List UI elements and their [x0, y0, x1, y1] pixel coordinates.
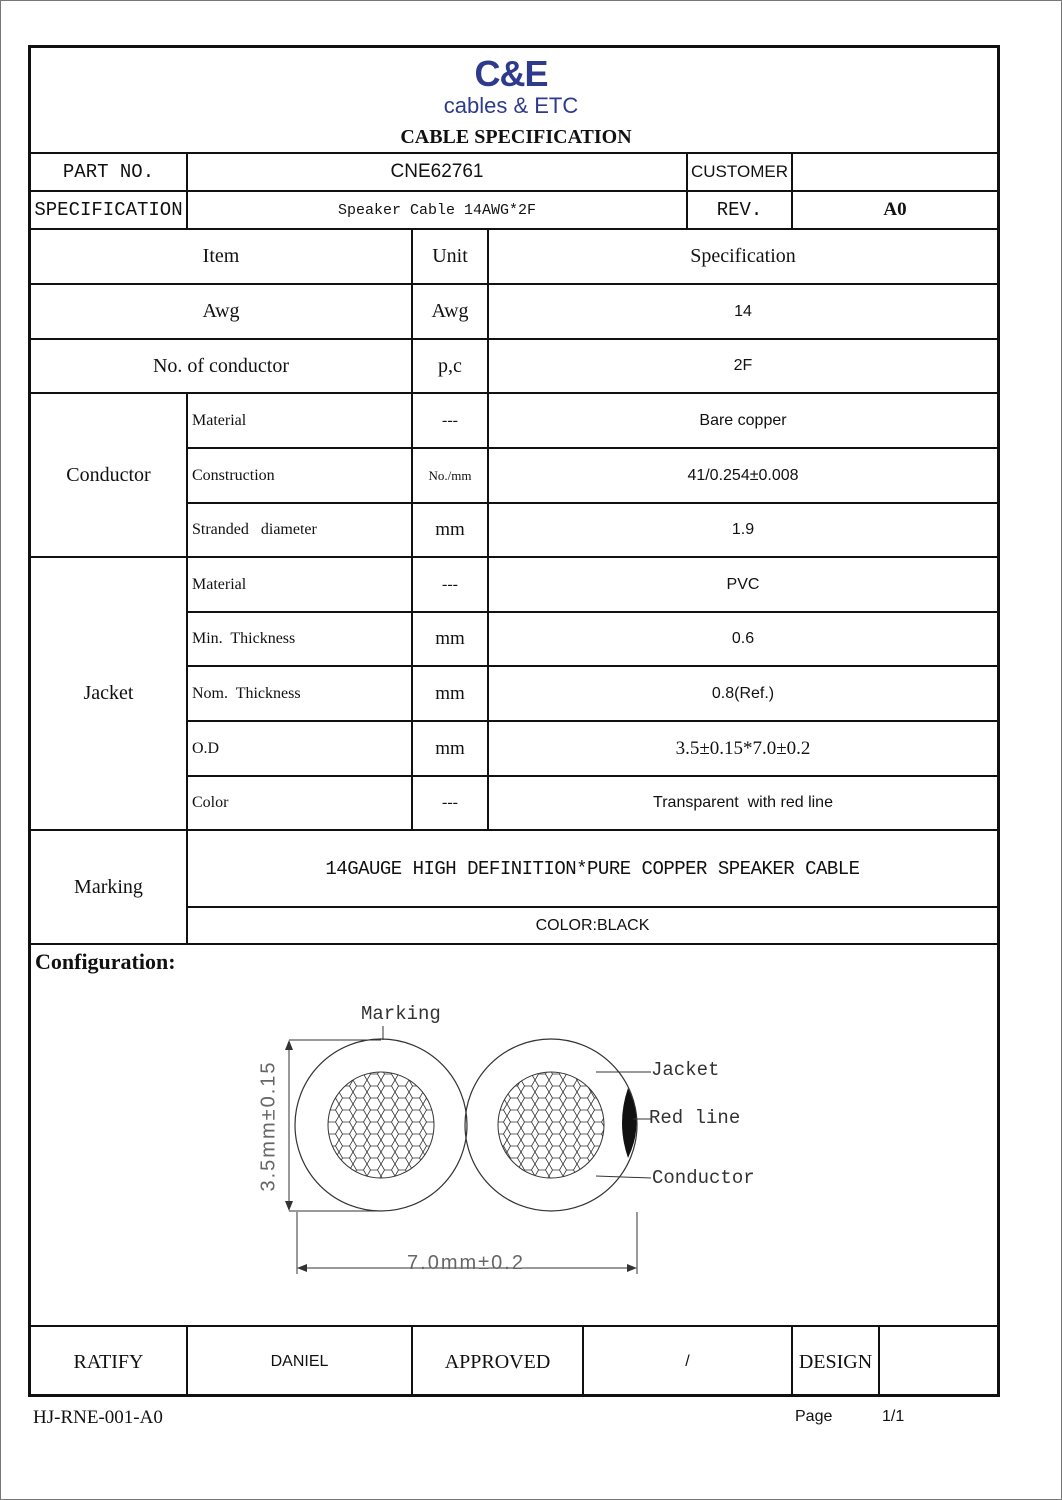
diagram-label-marking: Marking	[361, 1003, 441, 1025]
page-label: Page	[795, 1408, 833, 1425]
left-conductor-bundle	[328, 1072, 434, 1178]
revision-label: REV.	[716, 199, 763, 221]
jacket-color-spec: Transparent with red line	[653, 794, 833, 811]
conductor-material-unit: ---	[442, 411, 458, 429]
marking-color: COLOR:BLACK	[535, 916, 650, 934]
awg-spec: 14	[734, 302, 752, 320]
conductor-material-spec: Bare copper	[699, 411, 787, 429]
dimension-width-label: 7.0mm±0.2	[407, 1251, 525, 1274]
jacket-material-spec: PVC	[726, 575, 760, 593]
conductor-diameter-item: Stranded diameter	[192, 521, 317, 538]
design-label: DESIGN	[798, 1350, 873, 1373]
awg-item: Awg	[202, 300, 240, 322]
customer-value	[793, 154, 997, 190]
conductor-construction-unit: No./mm	[428, 467, 472, 483]
jacket-min-thickness-unit: mm	[435, 628, 465, 649]
marking-label: Marking	[74, 875, 143, 898]
conductor-diameter-spec: 1.9	[731, 521, 755, 538]
jacket-od-unit: mm	[435, 737, 465, 759]
conductor-count-unit: p,c	[438, 354, 462, 377]
specification-sheet	[28, 45, 1000, 1397]
jacket-color-item: Color	[192, 794, 229, 811]
conductor-construction-item: Construction	[192, 466, 275, 484]
jacket-min-thickness-item: Min. Thickness	[192, 630, 296, 647]
part-no-value: CNE62761	[390, 161, 484, 182]
conductor-count-spec: 2F	[733, 357, 753, 374]
design-value	[880, 1327, 997, 1397]
approved-value: /	[685, 1353, 690, 1370]
specification-value: Speaker Cable 14AWG*2F	[337, 201, 537, 219]
column-header-specification: Specification	[690, 245, 796, 267]
part-no-label: PART NO.	[62, 161, 155, 183]
brand-logo: C&E	[474, 53, 548, 94]
specification-label: SPECIFICATION	[34, 199, 183, 221]
ratify-label: RATIFY	[73, 1350, 144, 1373]
jacket-nom-thickness-unit: mm	[435, 682, 465, 704]
conductor-count-item: No. of conductor	[152, 354, 290, 377]
ratify-value: DANIEL	[270, 1353, 329, 1370]
document-title: CABLE SPECIFICATION	[400, 125, 632, 148]
diagram-label-red-line: Red line	[649, 1107, 741, 1129]
customer-label: CUSTOMER	[691, 162, 788, 181]
document-code: HJ-RNE-001-A0	[33, 1407, 163, 1428]
brand-logo-subtext: cables & ETC	[443, 93, 579, 118]
configuration-title: Configuration:	[35, 949, 176, 974]
conductor-diameter-unit: mm	[435, 519, 465, 540]
column-header-unit: Unit	[432, 245, 468, 267]
approved-label: APPROVED	[444, 1350, 551, 1373]
jacket-nom-thickness-item: Nom. Thickness	[192, 684, 301, 702]
jacket-nom-thickness-spec: 0.8(Ref.)	[711, 684, 775, 702]
right-conductor-bundle	[498, 1072, 604, 1178]
dimension-height-label: 3.5mm±0.15	[257, 1060, 280, 1192]
conductor-group-label: Conductor	[66, 463, 151, 486]
column-header-item: Item	[202, 245, 240, 267]
diagram-label-conductor: Conductor	[652, 1167, 755, 1189]
diagram-label-jacket: Jacket	[651, 1059, 720, 1081]
jacket-color-unit: ---	[442, 794, 458, 811]
jacket-group-label: Jacket	[83, 682, 134, 704]
revision-value: A0	[883, 199, 907, 220]
jacket-od-item: O.D	[192, 739, 220, 757]
awg-unit: Awg	[431, 300, 469, 322]
jacket-material-unit: ---	[442, 575, 458, 593]
marking-text: 14GAUGE HIGH DEFINITION*PURE COPPER SPEAKER CABLE	[325, 857, 860, 880]
jacket-material-item: Material	[192, 575, 247, 593]
conductor-material-item: Material	[192, 411, 247, 429]
jacket-min-thickness-spec: 0.6	[731, 630, 755, 647]
jacket-od-spec: 3.5±0.15*7.0±0.2	[675, 737, 811, 759]
conductor-construction-spec: 41/0.254±0.008	[687, 466, 799, 484]
page-number: 1/1	[882, 1408, 905, 1425]
